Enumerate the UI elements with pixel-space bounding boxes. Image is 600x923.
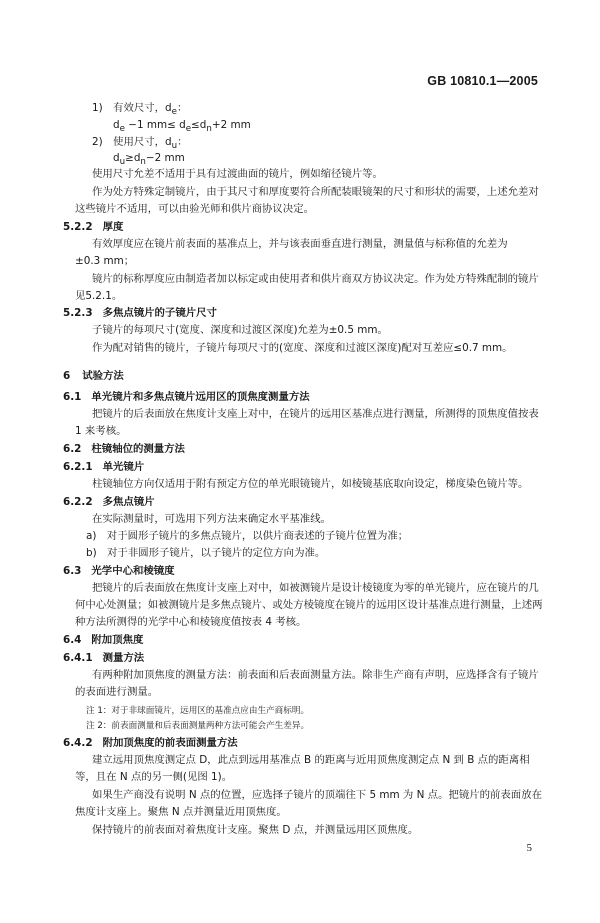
list-item-effective-size [92, 102, 187, 119]
subscript: u [171, 141, 178, 152]
section-heading-6-4-2 [63, 737, 238, 750]
text: d [113, 152, 120, 164]
list-item: a) 对于圆形子镜片的多焦点镜片，以供片商表述的子镜片位置为准； [86, 530, 409, 542]
subscript: e [119, 124, 125, 135]
text: ≤d [191, 119, 207, 131]
section-number: 6 [63, 370, 71, 382]
section-heading-5-2-3 [63, 307, 217, 320]
section-number: 6.1 [63, 391, 82, 403]
section-title: 多焦点镜片 [102, 496, 155, 508]
subscript: e [185, 124, 192, 135]
subscript: n [140, 157, 146, 168]
section-number: 6.4.1 [63, 652, 93, 664]
text: ≥d [125, 152, 141, 164]
section-title: 光学中心和棱镜度 [91, 565, 175, 577]
section-title: 附加顶焦度的前表面测量方法 [102, 737, 238, 749]
paragraph-line: 把镜片的后表面放在焦度计支座上对中，在镜片的远用区基准点进行测量，所测得的顶焦度值按表 [92, 408, 539, 420]
paragraph-line: 建立远用顶焦度测定点 D，此点到远用基准点 B 的距离与近用顶焦度测定点 N 到 B 点的距离相 [92, 754, 530, 766]
paragraph-line: 焦度计支座上。聚焦 N 点并测量近用顶焦度。 [75, 806, 287, 818]
section-number: 6.4 [63, 634, 82, 646]
paragraph-line: ±0.3 mm； [75, 255, 135, 267]
section-title: 单光镜片 [102, 461, 145, 473]
paragraph-line: 保持镜片的前表面对着焦度计支座。聚焦 D 点，并测量远用区顶焦度。 [92, 824, 419, 836]
section-heading-6-4 [63, 634, 143, 647]
paragraph-line: 这些镜片不适用，可以由验光师和供片商协议决定。 [75, 203, 314, 215]
paragraph-line: 在实际测量时，可选用下列方法来确定水平基准线。 [92, 513, 331, 525]
text: +2 mm [211, 119, 251, 131]
formula-usage-size [113, 152, 185, 169]
paragraph-line: 等，且在 N 点的另一侧(见图 1)。 [75, 771, 233, 783]
section-heading-6-2-1 [63, 461, 144, 474]
section-heading-5-2-2 [63, 221, 123, 234]
formula-effective-size [113, 119, 251, 136]
section-heading-6 [63, 370, 124, 383]
paragraph-line: 作为配对销售的镜片，子镜片每项尺寸的(宽度、深度和过渡区深度)配对互差应≤0.7 mm。 [92, 342, 513, 354]
paragraph-line: 何中心处测量；如被测镜片是多焦点镜片、或处方棱镜度在镜片的远用区设计基准点进行测量，上述两 [75, 599, 543, 611]
note-1: 注 1：对于非球面镜片，远用区的基准点应由生产商标明。 [86, 706, 310, 716]
text: ： [177, 136, 188, 148]
subscript: u [119, 157, 126, 168]
text: −2 mm [145, 152, 185, 164]
text: 1) 有效尺寸，d [92, 102, 172, 114]
paragraph-line: 的表面进行测量。 [75, 686, 159, 698]
paragraph-line: 种方法所测得的光学中心和棱镜度值按表 4 考核。 [75, 616, 307, 628]
section-title: 多焦点镜片的子镜片尺寸 [102, 307, 217, 319]
page-number: 5 [526, 842, 532, 854]
section-title: 柱镜轴位的测量方法 [91, 443, 185, 455]
paragraph-line: 镜片的标称厚度应由制造者加以标定或由使用者和供片商双方协议决定。作为处方特殊配制的镜片 [92, 273, 539, 285]
text: ： [176, 102, 188, 114]
text: −1 mm≤ d [124, 119, 186, 131]
paragraph-line: 见5.2.1。 [75, 290, 123, 302]
section-title: 单光镜片和多焦点镜片远用区的顶焦度测量方法 [91, 391, 310, 403]
section-number: 6.3 [63, 565, 82, 577]
subscript: e [171, 107, 177, 118]
paragraph-line: 柱镜轴位方向仅适用于附有预定方位的单光眼镜镜片，如棱镜基底取向设定，梯度染色镜片等。 [92, 478, 529, 490]
section-number: 6.2.1 [63, 461, 93, 473]
list-item-usage-size [92, 136, 188, 153]
list-item: b) 对于非圆形子镜片，以子镜片的定位方向为准。 [86, 547, 326, 559]
paragraph-line: 1 来考核。 [75, 425, 127, 437]
section-heading-6-3 [63, 565, 175, 578]
section-title: 附加顶焦度 [91, 634, 144, 646]
section-title: 厚度 [102, 221, 124, 233]
paragraph-line: 如果生产商没有说明 N 点的位置，应选择子镜片的顶端往下 5 mm 为 N 点。把镜片的前表面放在 [92, 789, 542, 801]
paragraph-line: 有两种附加顶焦度的测量方法：前表面和后表面测量方法。除非生产商有声明，应选择含有子镜片 [92, 669, 539, 681]
subscript: n [206, 124, 212, 135]
standard-code-header: GB 10810.1—2005 [427, 74, 538, 88]
paragraph-line: 有效厚度应在镜片前表面的基准点上，并与该表面垂直进行测量，测量值与标称值的允差为 [92, 238, 508, 250]
paragraph-line: 子镜片的每项尺寸(宽度、深度和过渡区深度)允差为±0.5 mm。 [92, 324, 388, 336]
section-heading-6-1 [63, 391, 310, 404]
section-number: 5.2.2 [63, 221, 93, 233]
text: d [113, 119, 120, 131]
section-heading-6-4-1 [63, 652, 144, 665]
section-number: 6.4.2 [63, 737, 93, 749]
section-title: 试验方法 [82, 370, 124, 382]
paragraph-line: 使用尺寸允差不适用于具有过渡曲面的镜片，例如缩径镜片等。 [92, 168, 383, 180]
section-number: 6.2.2 [63, 496, 93, 508]
section-heading-6-2-2 [63, 496, 155, 509]
paragraph-line: 把镜片的后表面放在焦度计支座上对中，如被测镜片是设计棱镜度为零的单光镜片，应在镜片的几 [92, 582, 539, 594]
text: 2) 使用尺寸，d [92, 136, 172, 148]
section-number: 5.2.3 [63, 307, 93, 319]
note-2: 注 2：前表面测量和后表面测量两种方法可能会产生差异。 [86, 721, 310, 731]
paragraph-line: 作为处方特殊定制镜片，由于其尺寸和厚度要符合所配装眼镜架的尺寸和形状的需要，上述允差对 [92, 186, 539, 198]
section-title: 测量方法 [102, 652, 145, 664]
section-number: 6.2 [63, 443, 82, 455]
section-heading-6-2 [63, 443, 185, 456]
